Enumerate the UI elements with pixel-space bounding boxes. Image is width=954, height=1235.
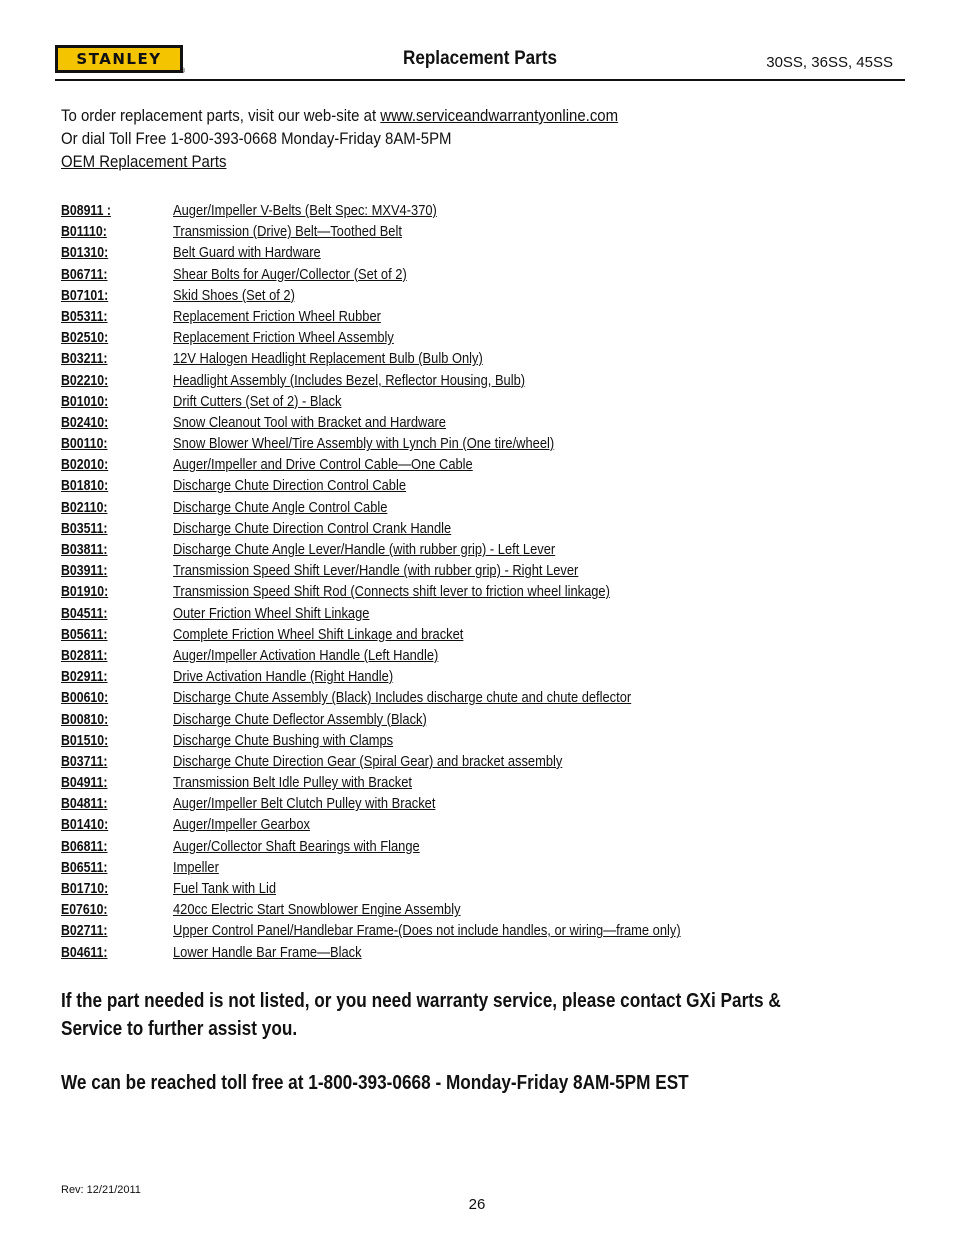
part-row <box>61 242 901 263</box>
ordering-text: To order replacement parts, visit our web-site at <box>61 106 381 125</box>
part-row <box>61 814 901 835</box>
revision-date: Rev: 12/21/2011 <box>61 1184 141 1196</box>
part-number: B02010: <box>61 456 109 474</box>
part-row <box>61 285 901 306</box>
part-row <box>61 221 901 242</box>
part-number: B04611: <box>61 943 108 961</box>
part-number: B02711: <box>61 922 108 940</box>
part-description: Discharge Chute Angle Control Cable <box>173 498 388 516</box>
part-row <box>61 878 901 899</box>
part-number: B06811: <box>61 837 108 855</box>
part-description: Snow Blower Wheel/Tire Assembly with Lynch Pin (One tire/wheel) <box>173 435 555 453</box>
ordering-line-phone: Or dial Toll Free 1-800-393-0668 Monday-Friday 8AM-5PM <box>61 129 452 148</box>
part-row <box>61 899 901 920</box>
part-row <box>61 370 901 391</box>
part-description: Auger/Collector Shaft Bearings with Flange <box>173 837 420 855</box>
part-description: Drift Cutters (Set of 2) - Black <box>173 392 342 410</box>
part-description: Headlight Assembly (Includes Bezel, Reflector Housing, Bulb) <box>173 371 526 389</box>
model-numbers: 30SS, 36SS, 45SS <box>766 54 893 71</box>
part-description: Belt Guard with Hardware <box>173 244 321 262</box>
part-row <box>61 497 901 518</box>
part-description: Discharge Chute Bushing with Clamps <box>173 731 394 749</box>
part-description: Discharge Chute Direction Control Cable <box>173 477 407 495</box>
part-description: 420cc Electric Start Snowblower Engine Assembly <box>173 901 461 919</box>
registered-mark: ® <box>179 67 186 75</box>
ordering-line-web <box>61 104 618 127</box>
part-row <box>61 348 901 369</box>
part-description: Fuel Tank with Lid <box>173 880 277 897</box>
part-row <box>61 412 901 433</box>
part-row <box>61 687 901 708</box>
part-description: Discharge Chute Direction Control Crank Handle <box>173 519 452 537</box>
ordering-info <box>61 104 694 173</box>
page-title: Replacement Parts <box>403 48 557 69</box>
part-number: B05311: <box>61 307 108 325</box>
part-number: B02110: <box>61 498 108 516</box>
part-number: B03511: <box>61 519 108 537</box>
part-row <box>61 772 901 793</box>
part-row <box>61 942 901 963</box>
part-row <box>61 518 901 539</box>
part-description: Outer Friction Wheel Shift Linkage <box>173 604 370 622</box>
part-description: Discharge Chute Direction Gear (Spiral Gear) and bracket assembly <box>173 752 563 770</box>
part-number: B02811: <box>61 646 108 664</box>
part-number: B01810: <box>61 477 109 495</box>
section-title: OEM Replacement Parts <box>61 152 227 171</box>
part-description: Discharge Chute Deflector Assembly (Black) <box>173 710 427 728</box>
part-number: B02210: <box>61 371 109 389</box>
part-row <box>61 603 901 624</box>
part-number: B01910: <box>61 583 109 601</box>
part-number: B06511: <box>61 858 108 876</box>
part-description: Auger/Impeller and Drive Control Cable—One Cable <box>173 456 473 474</box>
part-number: B03711: <box>61 752 108 770</box>
part-number: B04511: <box>61 604 108 622</box>
part-number: B02410: <box>61 413 109 431</box>
part-description: Transmission Speed Shift Rod (Connects shift lever to friction wheel linkage) <box>173 583 610 601</box>
header-divider <box>55 79 905 81</box>
part-number: B00110: <box>61 435 108 453</box>
part-number: B01410: <box>61 816 109 834</box>
part-row <box>61 709 901 730</box>
part-description: Skid Shoes (Set of 2) <box>173 286 295 304</box>
part-row <box>61 624 901 645</box>
part-row <box>61 306 901 327</box>
part-description: Snow Cleanout Tool with Bracket and Hardware <box>173 413 446 431</box>
part-row <box>61 391 901 412</box>
part-row <box>61 730 901 751</box>
part-row <box>61 539 901 560</box>
part-number: B07101: <box>61 286 109 304</box>
part-description: Complete Friction Wheel Shift Linkage and bracket <box>173 625 464 643</box>
part-number: E07610: <box>61 901 108 919</box>
part-row <box>61 836 901 857</box>
part-row <box>61 793 901 814</box>
part-row <box>61 751 901 772</box>
part-row <box>61 920 901 941</box>
part-description: 12V Halogen Headlight Replacement Bulb (Bulb Only) <box>173 350 483 368</box>
toll-free-line: We can be reached toll free at 1-800-393-0668 - Monday-Friday 8AM-5PM EST <box>61 1072 689 1094</box>
part-row <box>61 200 901 221</box>
page-number: 26 <box>468 1196 486 1213</box>
part-number: B06711: <box>61 265 108 283</box>
part-row <box>61 475 901 496</box>
part-description: Lower Handle Bar Frame—Black <box>173 943 362 961</box>
part-description: Transmission (Drive) Belt—Toothed Belt <box>173 223 402 241</box>
part-description: Impeller <box>173 858 219 876</box>
part-number: B03811: <box>61 541 108 558</box>
notice-line-2: Service to further assist you. <box>61 1018 298 1040</box>
part-row <box>61 645 901 666</box>
part-number: B04811: <box>61 795 108 813</box>
part-number: B02911: <box>61 668 108 686</box>
part-description: Auger/Impeller Belt Clutch Pulley with Bracket <box>173 795 436 813</box>
part-description: Auger/Impeller Gearbox <box>173 816 310 834</box>
part-row <box>61 560 901 581</box>
part-description: Auger/Impeller V-Belts (Belt Spec: MXV4-370) <box>173 202 437 219</box>
part-description: Discharge Chute Assembly (Black) Includes discharge chute and chute deflector <box>173 689 632 707</box>
part-description: Discharge Chute Angle Lever/Handle (with rubber grip) - Left Lever <box>173 541 556 558</box>
contact-notice <box>61 987 901 1097</box>
part-number: B00810: <box>61 710 109 728</box>
part-row <box>61 433 901 454</box>
notice-line-1: If the part needed is not listed, or you need warranty service, please contact GXi Parts & <box>61 990 781 1012</box>
parts-list <box>61 200 901 963</box>
part-row <box>61 581 901 602</box>
part-description: Transmission Speed Shift Lever/Handle (with rubber grip) - Right Lever <box>173 562 579 580</box>
part-number: B01010: <box>61 392 109 410</box>
part-row <box>61 666 901 687</box>
part-description: Replacement Friction Wheel Assembly <box>173 329 394 347</box>
part-description: Replacement Friction Wheel Rubber <box>173 307 381 325</box>
part-number: B08911 : <box>61 202 111 219</box>
part-row <box>61 264 901 285</box>
part-number: B04911: <box>61 774 108 792</box>
part-description: Drive Activation Handle (Right Handle) <box>173 668 394 686</box>
page-header <box>55 42 905 80</box>
part-description: Shear Bolts for Auger/Collector (Set of 2) <box>173 265 407 283</box>
part-number: B01310: <box>61 244 109 262</box>
part-number: B00610: <box>61 689 109 707</box>
part-description: Transmission Belt Idle Pulley with Bracket <box>173 774 412 792</box>
part-row <box>61 454 901 475</box>
part-row <box>61 327 901 348</box>
part-number: B01510: <box>61 731 109 749</box>
part-row <box>61 857 901 878</box>
logo-text: STANLEY <box>76 50 162 68</box>
part-number: B01710: <box>61 880 109 897</box>
website-link[interactable]: www.serviceandwarrantyonline.com <box>380 106 619 125</box>
part-number: B01110: <box>61 223 107 241</box>
part-number: B03211: <box>61 350 108 368</box>
part-description: Upper Control Panel/Handlebar Frame-(Does not include handles, or wiring—frame only) <box>173 922 681 940</box>
part-number: B05611: <box>61 625 108 643</box>
part-number: B02510: <box>61 329 109 347</box>
part-number: B03911: <box>61 562 108 580</box>
part-description: Auger/Impeller Activation Handle (Left Handle) <box>173 646 439 664</box>
